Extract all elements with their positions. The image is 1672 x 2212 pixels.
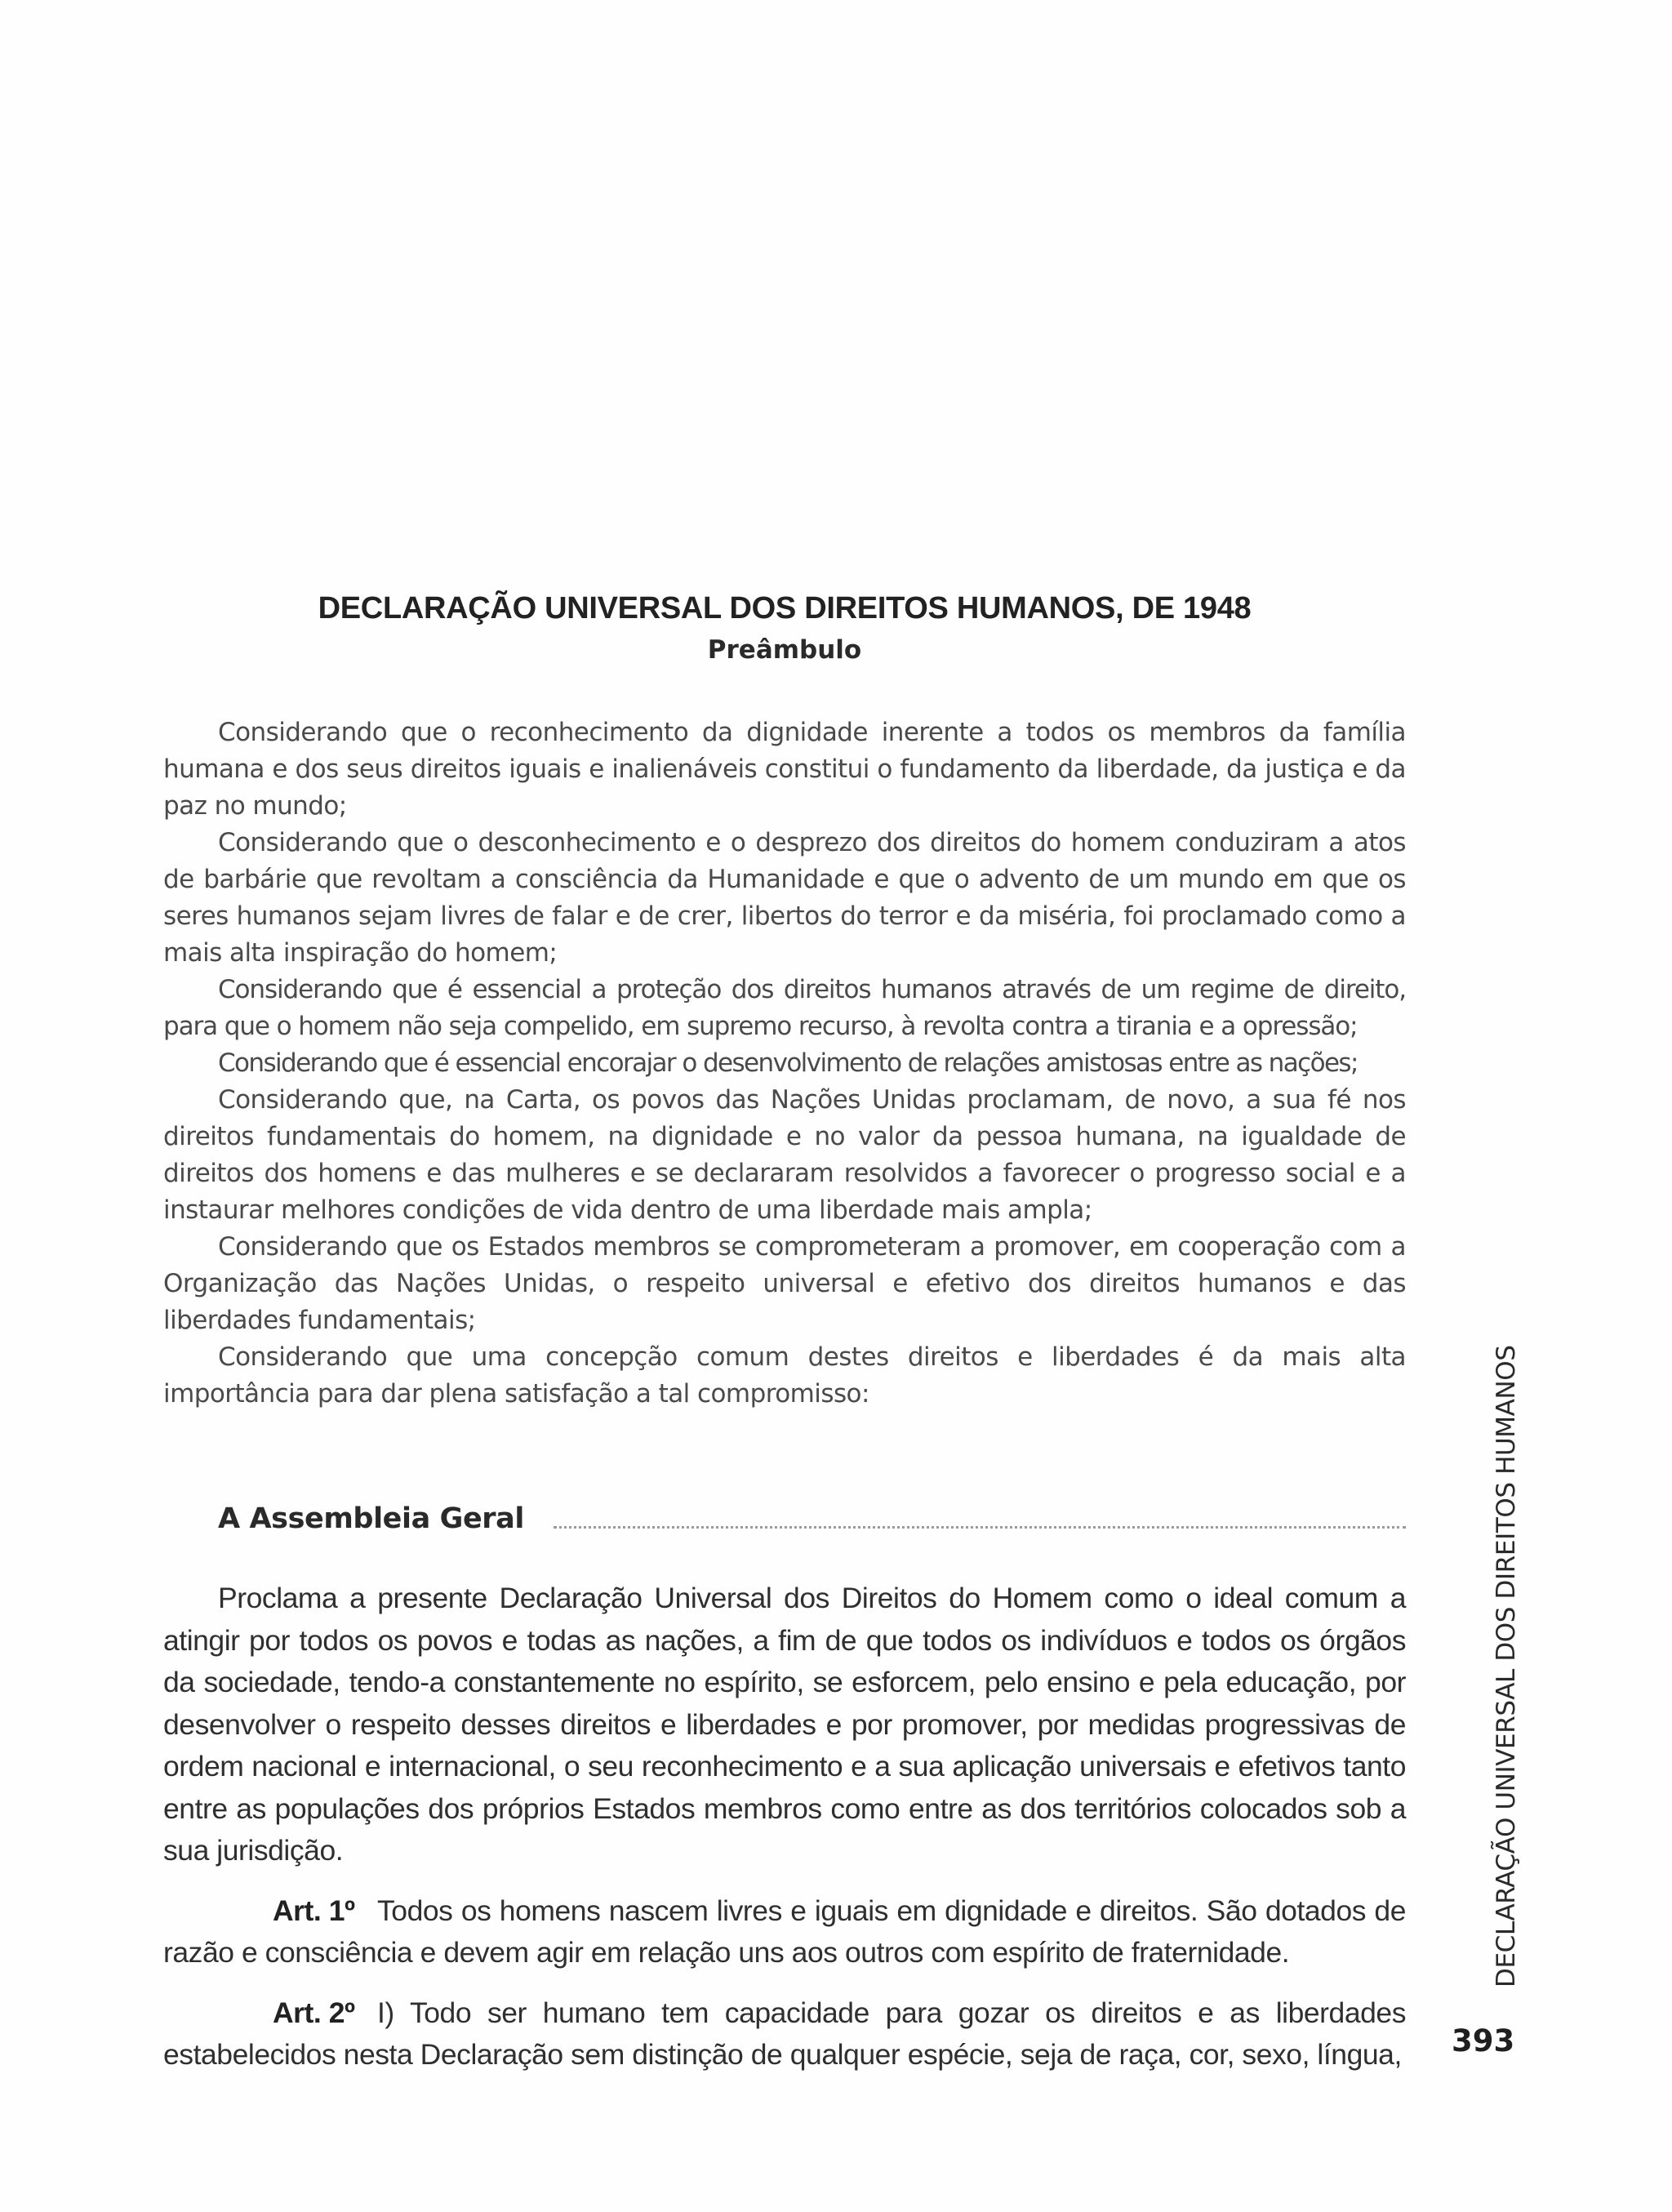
running-side-title: DECLARAÇÃO UNIVERSAL DOS DIREITOS HUMANOS xyxy=(1492,1345,1521,1987)
document-title: DECLARAÇÃO UNIVERSAL DOS DIREITOS HUMANOS, DE 1948 xyxy=(318,591,1252,625)
preamble-paragraph: Considerando que, na Carta, os povos das Nações Unidas proclamam, de novo, a sua fé nos direitos fundamentais do homem, na dignidade e no valor da pessoa humana, na igualdade de direitos dos homens e das mulheres e se declararam resolvidos a favorecer o progresso social e a instaurar melhores condições de vida dentro de uma liberdade mais ampla; xyxy=(163,1085,1406,1225)
article-2 xyxy=(163,1992,1406,2076)
article-text: I) Todo ser humano tem capacidade para gozar os direitos e as liberdades estabelecidos nesta Declaração sem distinção de qualquer espécie, seja de raça, cor, sexo, língua, xyxy=(163,1996,1406,2071)
preamble-paragraph: Considerando que uma concepção comum destes direitos e liberdades é da mais alta importância para dar plena satisfação a tal compromisso: xyxy=(163,1342,1406,1409)
article-text: Todos os homens nascem livres e iguais em dignidade e direitos. São dotados de razão e consciência e devem agir em relação uns aos outros com espírito de fraternidade. xyxy=(163,1894,1406,1969)
page-number: 393 xyxy=(1452,2023,1515,2058)
preamble-paragraph: Considerando que é essencial encorajar o desenvolvimento de relações amistosas entre as nações; xyxy=(218,1048,1358,1078)
article-1 xyxy=(163,1890,1406,1974)
article-label: Art. 1º xyxy=(273,1894,355,1927)
preamble-paragraph: Considerando que os Estados membros se comprometeram a promover, em cooperação com a Organização das Nações Unidas, o respeito universal e efetivo dos direitos humanos e das liberdades fundamentais; xyxy=(163,1232,1406,1335)
article-label: Art. 2º xyxy=(273,1996,355,2029)
section-heading-label: A Assembleia Geral xyxy=(218,1502,524,1535)
proclamation-paragraph: Proclama a presente Declaração Universal dos Direitos do Homem como o ideal comum a atingir por todos os povos e todas as nações, a fim de que todos os indivíduos e todos os órgãos da sociedade, tendo-a constantemente no espírito, se esforcem, pelo ensino e pela educação, por desenvolver o respeito desses direitos e liberdades e por promover, por medidas progressivas de ordem nacional e internacional, o seu reconhecimento e a sua aplicação universais e efetivos tanto entre as populações dos próprios Estados membros como entre as dos territórios colocados sob a sua jurisdição. xyxy=(163,1582,1406,1867)
preamble-paragraph: Considerando que o reconhecimento da dignidade inerente a todos os membros da família humana e dos seus direitos iguais e inalienáveis constitui o fundamento da liberdade, da justiça e da paz no mundo; xyxy=(163,718,1406,821)
declaration-body xyxy=(163,1578,1406,2076)
section-heading xyxy=(218,1494,1406,1535)
dotted-leader xyxy=(554,1526,1406,1529)
preamble-paragraph: Considerando que é essencial a proteção dos direitos humanos através de um regime de direito, para que o homem não seja compelido, em supremo recurso, à revolta contra a tirania e a opressão; xyxy=(163,975,1406,1041)
preamble xyxy=(163,714,1406,1413)
preamble-paragraph: Considerando que o desconhecimento e o desprezo dos direitos do homem conduziram a atos de barbárie que revoltam a consciência da Humanidade e que o advento de um mundo em que os seres humanos sejam livres de falar e de crer, libertos do terror e da miséria, foi proclamado como a mais alta inspiração do homem; xyxy=(163,828,1406,968)
document-subtitle: Preâmbulo xyxy=(707,635,862,665)
